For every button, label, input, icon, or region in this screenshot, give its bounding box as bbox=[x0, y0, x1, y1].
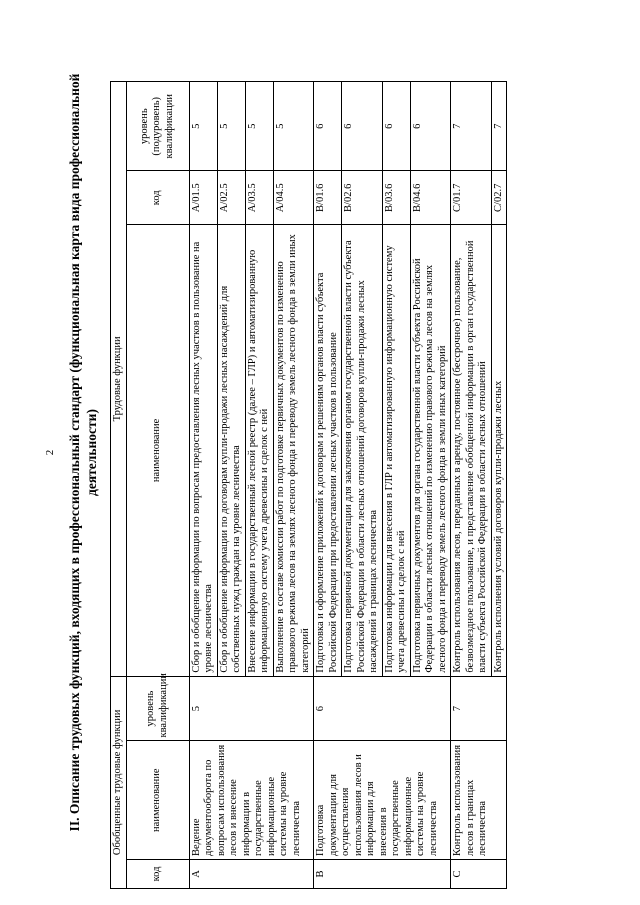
function-name-cell: Подготовка информации для внесения в ГЛР и автоматизированную информационную систему учета древесины и сделок с ней bbox=[382, 225, 410, 677]
function-name-header: наименование bbox=[126, 225, 189, 677]
group-name-cell: Контроль использования лесов в границах лесничества bbox=[451, 741, 507, 859]
table-row bbox=[189, 82, 217, 889]
group-code-cell: B bbox=[314, 859, 451, 888]
group-name-cell: Ведение документооборота по вопросам использования лесов и внесение информации в государственные информационные системы на уровне лесничества bbox=[189, 741, 314, 859]
function-code-cell: B/04.6 bbox=[410, 171, 451, 225]
level-header: уровень квалификации bbox=[126, 676, 189, 741]
function-code-header: код bbox=[126, 171, 189, 225]
page-number: 2 bbox=[44, 449, 56, 456]
group-level-cell: 6 bbox=[314, 676, 451, 741]
function-name-cell: Контроль исполнения условий договоров купли-продажи лесных bbox=[491, 225, 507, 677]
function-name-cell: Контроль использования лесов, переданных в аренду, постоянное (бессрочное) пользование, безвозмездное пользование, и представление обобщенной информации в орган государственной власти субъекта Российской Федерации в области лесных отношений bbox=[451, 225, 492, 677]
group-name-cell: Подготовка документации для осуществления использования лесов и информации для внесения в государственные информационные системы на уровне лесничества bbox=[314, 741, 451, 859]
function-level-header: уровень (подуровень) квалификации bbox=[126, 82, 189, 171]
function-level-cell: 5 bbox=[189, 82, 217, 171]
group-code-cell: C bbox=[451, 859, 507, 888]
function-code-cell: B/01.6 bbox=[314, 171, 342, 225]
function-code-cell: A/01.5 bbox=[189, 171, 217, 225]
function-name-cell: Внесение информации в государственный лесной реестр (далее – ГЛР) и автоматизированную информационную систему учета древесины и сделок с ней bbox=[245, 225, 273, 677]
function-name-cell: Сбор и обобщение информации по вопросам предоставления лесных участков в пользование на уровне лесничества bbox=[189, 225, 217, 677]
function-level-cell: 6 bbox=[314, 82, 342, 171]
function-code-cell: A/04.5 bbox=[273, 171, 314, 225]
function-code-cell: C/02.7 bbox=[491, 171, 507, 225]
function-name-cell: Выполнение в составе комиссии работ по подготовке первичных документов по изменению правового режима лесов на землях лесного фонда и переводу земель лесного фонда в земли иных категорий bbox=[273, 225, 314, 677]
function-level-cell: 5 bbox=[273, 82, 314, 171]
name-header: наименование bbox=[126, 741, 189, 859]
function-level-cell: 7 bbox=[451, 82, 492, 171]
table-body bbox=[189, 82, 507, 889]
function-code-cell: B/03.6 bbox=[382, 171, 410, 225]
table-row bbox=[451, 82, 492, 889]
function-level-cell: 6 bbox=[410, 82, 451, 171]
function-level-cell: 5 bbox=[245, 82, 273, 171]
group-level-cell: 7 bbox=[451, 676, 507, 741]
section-heading: II. Описание трудовых функций, входящих в профессиональный стандарт (функциональная карта вида профессиональной деятельности) bbox=[67, 73, 99, 832]
group-code-cell: A bbox=[189, 859, 314, 888]
function-name-cell: Подготовка первичной документации для заключения органом государственной власти субъекта Российской Федерации в области лесных отношений договоров купли-продажи лесных насаждений в границах лесничества bbox=[342, 225, 383, 677]
function-code-cell: B/02.6 bbox=[342, 171, 383, 225]
functional-map-table bbox=[110, 81, 507, 889]
labor-functions-header: Трудовые функции bbox=[111, 82, 127, 677]
function-code-cell: A/03.5 bbox=[245, 171, 273, 225]
function-level-cell: 6 bbox=[382, 82, 410, 171]
code-header: код bbox=[126, 859, 189, 888]
function-name-cell: Подготовка первичных документов для органа государственной власти субъекта Российской Федерации в области лесных отношений по изменению правового режима лесов на землях лесного фонда и переводу земель лесного фонда в земли иных категорий bbox=[410, 225, 451, 677]
function-name-cell: Сбор и обобщение информации по договорам купли-продажи лесных насаждений для собственных нужд граждан на уровне лесничества bbox=[217, 225, 245, 677]
function-level-cell: 7 bbox=[491, 82, 507, 171]
function-code-cell: C/01.7 bbox=[451, 171, 492, 225]
function-name-cell: Подготовка и оформление приложений к договорам и решениям органов власти субъекта Российской Федерации при предоставлении лесных участков в пользование bbox=[314, 225, 342, 677]
group-level-cell: 5 bbox=[189, 676, 314, 741]
generalized-functions-header: Обобщенные трудовые функции bbox=[111, 676, 127, 888]
function-code-cell: A/02.5 bbox=[217, 171, 245, 225]
function-level-cell: 6 bbox=[342, 82, 383, 171]
table-row bbox=[314, 82, 342, 889]
function-level-cell: 5 bbox=[217, 82, 245, 171]
